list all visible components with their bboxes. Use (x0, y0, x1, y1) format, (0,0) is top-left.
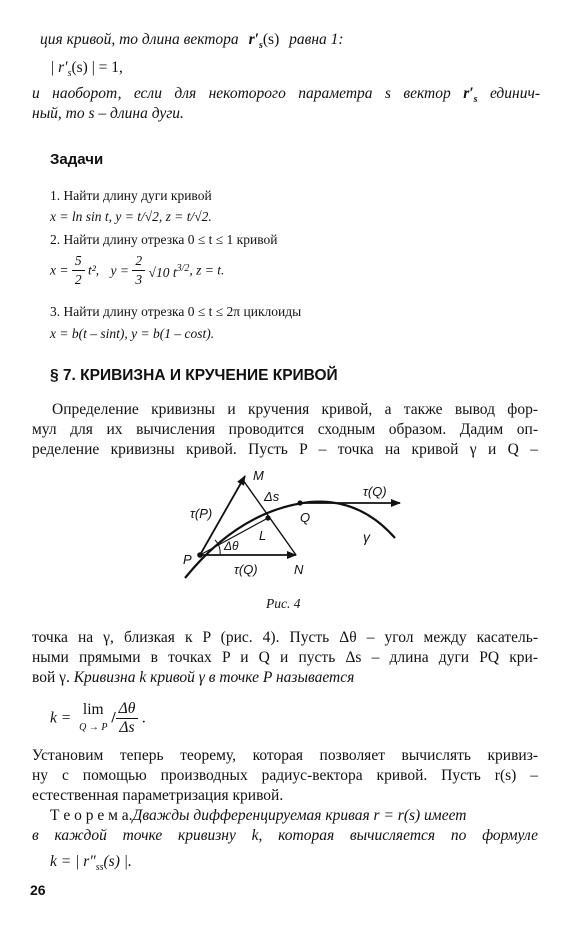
label-q: Q (300, 510, 311, 525)
intro-line-4: ный, то s – длина дуги. (32, 105, 184, 122)
page-number: 26 (30, 882, 46, 898)
theorem-line-1: Т е о р е м а.Дважды дифференцируемая кривая r = r(s) имеет (50, 807, 467, 824)
paragraph-1-line-3: ределение кривизны кривой. Пусть P – точка на кривой γ и Q – (32, 441, 538, 458)
intro-line-3: и наоборот, если для некоторого параметра s вектор $r'_s$ единич- (32, 85, 541, 105)
label-tau-q-top: τ(Q) (363, 484, 387, 499)
paragraph-2-line-2: ными прямыми в точках P и Q и пусть Δs – длина дуги PQ кри- (32, 649, 538, 666)
section-title: § 7. КРИВИЗНА И КРУЧЕНИЕ КРИВОЙ (50, 367, 338, 384)
label-l: L (259, 528, 267, 543)
label-delta-theta: Δθ (224, 539, 239, 553)
paragraph-3-line-3: естественная параметризация кривой. (32, 787, 284, 804)
theorem-line-2: в каждой точке кривизну k, которая вычисляется по формуле (32, 827, 538, 844)
intro-line-1: ция кривой, то длина вектора $r'_s(s)$ равна 1: (40, 31, 344, 51)
label-n: N (294, 562, 304, 577)
task-3: 3. Найти длину отрезка 0 ≤ t ≤ 2π циклоиды (50, 304, 302, 319)
paragraph-1-line-1: Определение кривизны и кручения кривой, а также вывод фор- (52, 401, 538, 418)
curvature-formula: k = lim Q → P / $\frac{\Delta\theta}{\Delta s}$ . (50, 700, 147, 736)
label-delta-s: Δs (264, 489, 280, 504)
paragraph-3-line-1: Установим теперь теорему, которая позволяет вычислять кривиз- (32, 747, 538, 764)
point-q (297, 500, 302, 505)
paragraph-2-line-3: вой γ. Кривизна k кривой γ в точке P называется (32, 669, 355, 686)
point-p (197, 552, 203, 558)
label-p: P (183, 552, 192, 567)
task-2: 2. Найти длину отрезка 0 ≤ t ≤ 1 кривой (50, 232, 278, 247)
task-3-formula: x = b(t – sint), y = b(1 – cost). (50, 326, 215, 341)
paragraph-2-line-1: точка на γ, близкая к P (рис. 4). Пусть Δθ – угол между касатель- (32, 629, 538, 646)
figure-caption: Рис. 4 (266, 596, 301, 611)
label-tau-q-bottom: τ(Q) (234, 562, 258, 577)
intro-formula: | $r'_s(s)$ | = 1, (50, 59, 123, 79)
label-m: M (253, 468, 264, 483)
point-l (265, 515, 270, 520)
theorem-formula: k = | $r''_{ss}(s)$ |. (50, 853, 132, 873)
task-1-formula: x = ln sin t, y = t/√2, z = t/√2. (50, 209, 212, 224)
paragraph-3-line-2: ну с помощью производных радиус-вектора кривой. Пусть r(s) – (32, 767, 538, 784)
task-1: 1. Найти длину дуги кривой (50, 188, 212, 203)
tasks-title: Задачи (50, 151, 104, 168)
label-tau-p: τ(P) (190, 506, 213, 521)
paragraph-1-line-2: мул для их вычисления проводится сходным образом. Дадим оп- (32, 421, 538, 438)
label-gamma: γ (363, 529, 370, 545)
task-2-formula: x = $\frac{5}{2}$ t², y = $\frac{2}{3}$ √10 $t^{3/2}$, z = t. (50, 253, 225, 287)
